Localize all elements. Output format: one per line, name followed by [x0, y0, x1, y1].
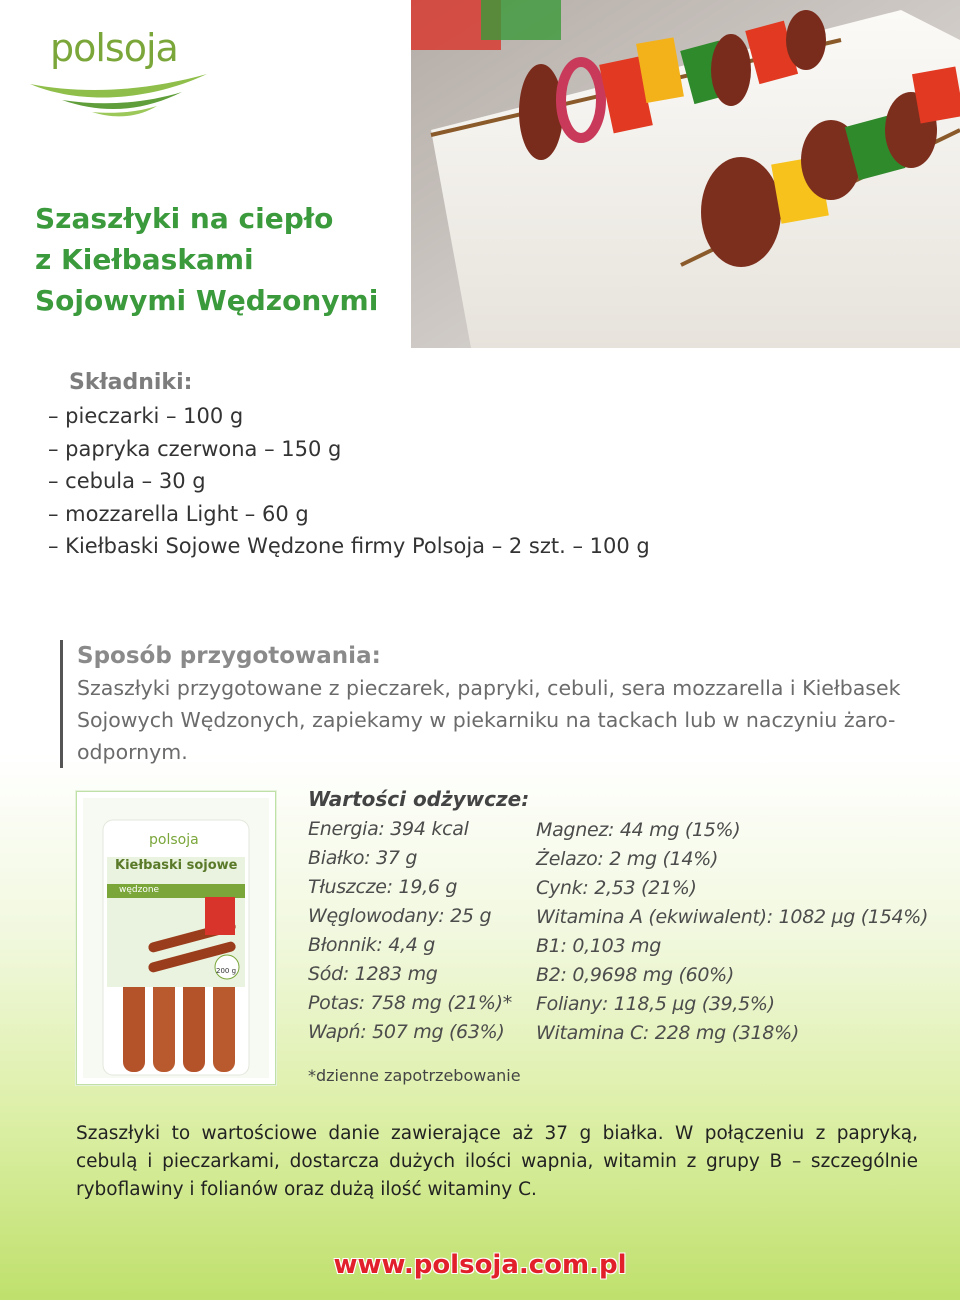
product-weight: 200 g — [216, 967, 237, 975]
nutrition-value: Sód: 1283 mg — [308, 963, 438, 985]
ingredient-item: – mozzarella Light – 60 g — [48, 501, 309, 526]
title-line: Szaszłyki na ciepło — [35, 202, 334, 235]
nutrition-footnote: *dzienne zapotrzebowanie — [308, 1066, 521, 1085]
ingredient-item: – cebula – 30 g — [48, 469, 206, 493]
website-link[interactable]: www.polsoja.com.pl — [333, 1250, 627, 1280]
method-section — [60, 640, 947, 768]
product-package-image — [76, 791, 276, 1085]
nutrition-value: Białko: 37 g — [308, 847, 418, 869]
method-text: Szaszłyki przygotowane z pieczarek, papryki, cebuli, sera mozzarella i Kiełbasek Sojowych Wędzonych, zapiekamy w piekarniku na tackach lub w naczyniu żaro-odpornym. — [77, 676, 901, 764]
nutrition-value: Cynk: 2,53 (21%) — [536, 877, 697, 899]
nutrition-value: Błonnik: 4,4 g — [308, 934, 436, 956]
product-brand: polsoja — [149, 832, 199, 848]
ingredients-heading: Składniki: — [69, 370, 193, 395]
nutrition-value: Energia: 394 kcal — [308, 818, 469, 840]
nutrition-value: Wapń: 507 mg (63%) — [308, 1021, 505, 1043]
nutrition-value: Węglowodany: 25 g — [308, 905, 492, 927]
ingredient-item: – pieczarki – 100 g — [48, 404, 244, 428]
logo-wordmark: polsoja — [50, 26, 178, 70]
ingredients-section — [48, 366, 748, 563]
recipe-title — [35, 198, 415, 321]
nutrition-value: B1: 0,103 mg — [536, 935, 661, 957]
nutrition-column-2 — [536, 816, 928, 1048]
nutrition-value: Potas: 758 mg (21%)* — [308, 992, 512, 1014]
title-line: Sojowymi Wędzonymi — [35, 284, 379, 317]
ingredient-item: – Kiełbaski Sojowe Wędzone firmy Polsoja – 2 szt. – 100 g — [48, 534, 650, 558]
nutrition-column-1 — [308, 815, 512, 1047]
nutrition-value: Magnez: 44 mg (15%) — [536, 819, 741, 841]
nutrition-heading: Wartości odżywcze: — [308, 787, 530, 811]
method-heading: Sposób przygotowania: — [77, 643, 381, 669]
product-variant: wędzone — [119, 885, 160, 895]
nutrition-value: B2: 0,9698 mg (60%) — [536, 964, 735, 986]
hero-photo-skewers — [411, 0, 960, 348]
product-name: Kiełbaski sojowe — [115, 858, 238, 873]
nutrition-value: Tłuszcze: 19,6 g — [308, 876, 458, 898]
nutrition-value: Żelazo: 2 mg (14%) — [536, 848, 719, 870]
summary-text: Szaszłyki to wartościowe danie zawierające aż 37 g białka. W połączeniu z papryką, cebulą i pieczarkami, dostarcza dużych ilości wapnia, witamin z grupy B – szczególnie ryboflawiny i folianów oraz dużą ilość witaminy C. — [76, 1123, 918, 1200]
nutrition-value: Witamina A (ekwiwalent): 1082 µg (154%) — [536, 906, 929, 928]
title-line: z Kiełbaskami — [35, 243, 254, 276]
nutrition-value: Foliany: 118,5 µg (39,5%) — [536, 993, 775, 1015]
brand-logo — [22, 22, 222, 117]
ingredient-item: – papryka czerwona – 150 g — [48, 436, 342, 461]
nutrition-value: Witamina C: 228 mg (318%) — [536, 1022, 799, 1044]
